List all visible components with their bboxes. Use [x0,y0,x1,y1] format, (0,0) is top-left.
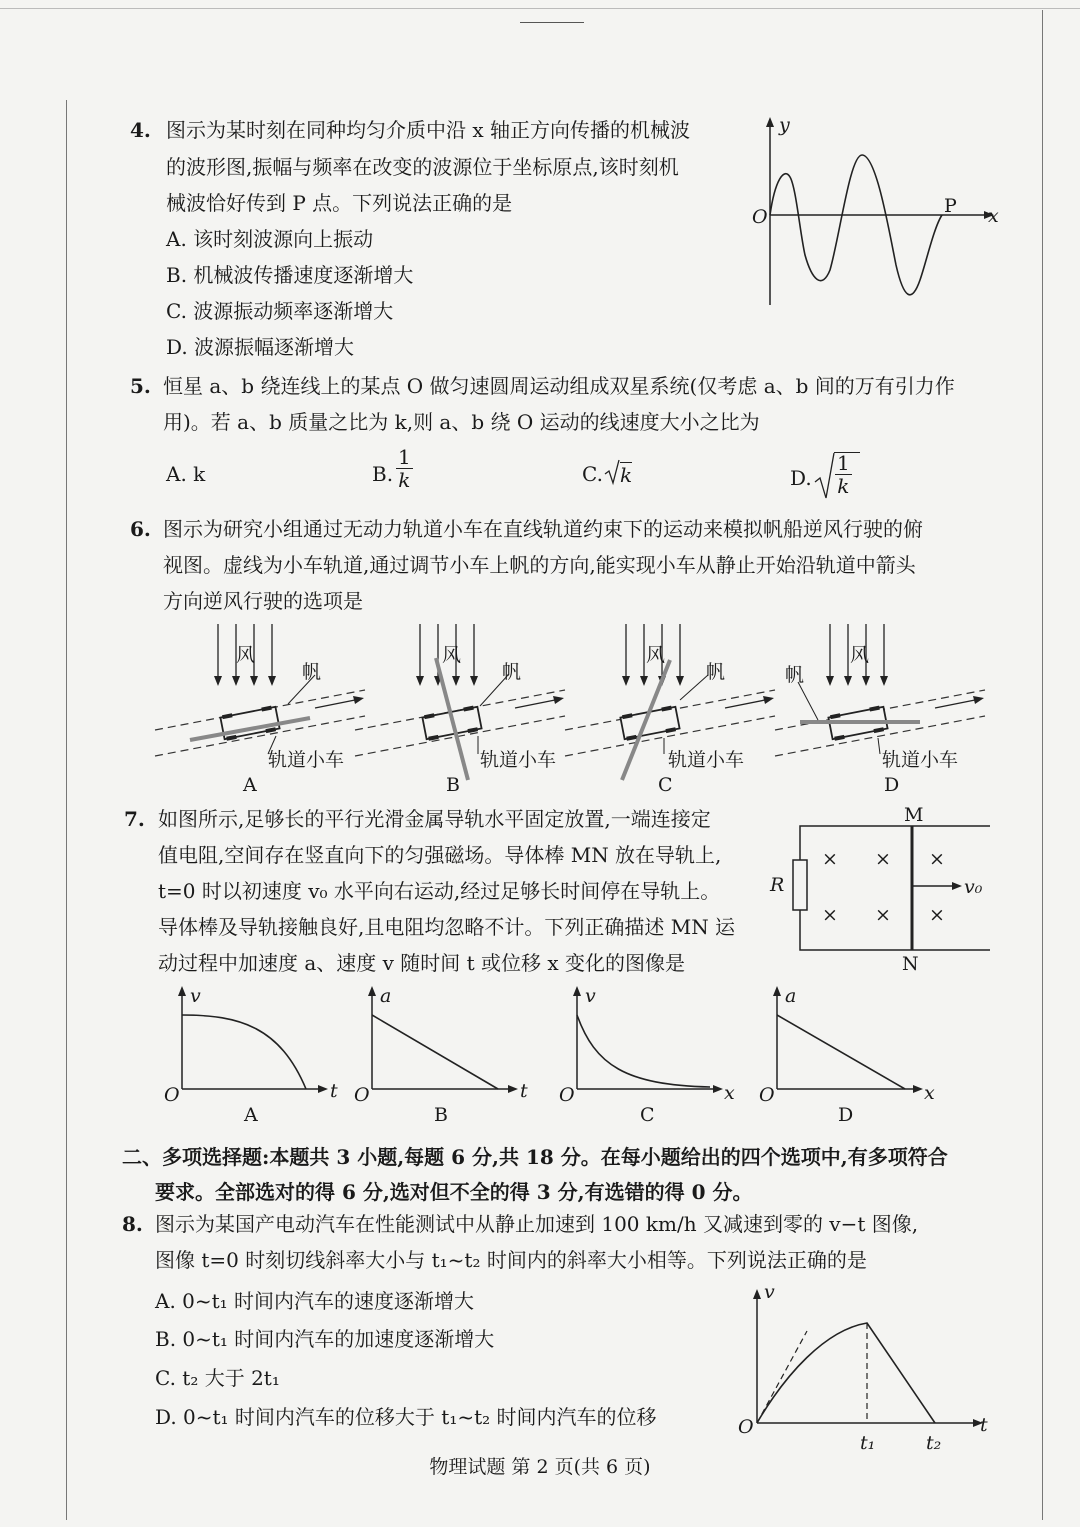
q6-a-option-label: A [243,774,257,796]
q8-option-d: D. 0~t₁ 时间内汽车的位移大于 t₁~t₂ 时间内汽车的位移 [155,1405,657,1429]
q5-option-d-denominator: k [837,474,850,498]
q7-number: 7. [124,807,145,831]
q7-graph-d-x-label: x [924,1082,935,1104]
q7-graph-a-y-label: v [190,985,201,1007]
q4-y-axis-label: y [779,114,790,136]
q5-option-b-numerator: 1 [398,445,411,469]
section2-heading-line2: 要求。全部选对的得 6 分,选对但不全的得 3 分,有选错的得 0 分。 [155,1180,753,1204]
q7-field-cross: × [822,904,838,926]
q6-b-wind-label: 风 [442,644,462,666]
q7-graph-d-y-label: a [785,985,797,1007]
q7-field-cross: × [929,848,945,870]
q5-stem-line1: 恒星 a、b 绕连线上的某点 O 做匀速圆周运动组成双星系统(仅考虑 a、b 间的万有引力作 [163,374,955,398]
q5-option-c-radical-sign [604,458,620,486]
q6-c-wind-label: 风 [646,644,666,666]
q5-option-d-label: D. [790,466,812,490]
q6-b-option-label: B [446,774,460,796]
q4-option-b: B. 机械波传播速度逐渐增大 [166,263,414,287]
q4-x-axis-label: x [988,205,999,227]
q4-wave-graph [750,115,1010,315]
q8-vt-graph [745,1285,995,1435]
q7-graph-b-option-label: B [434,1104,448,1126]
q4-point-p-label: P [944,195,957,217]
q4-stem-line3: 械波恰好传到 P 点。下列说法正确的是 [166,191,513,215]
page-footer: 物理试题 第 2 页(共 6 页) [429,1456,651,1478]
q5-option-c-label: C. [582,462,603,486]
q5-option-b-denominator: k [398,468,411,492]
q7-graph-b-x-label: t [520,1080,528,1102]
q7-stem-line1: 如图所示,足够长的平行光滑金属导轨水平固定放置,一端连接定 [158,807,711,831]
q7-graph-c-x-label: x [724,1082,735,1104]
q5-stem-line2: 用)。若 a、b 质量之比为 k,则 a、b 绕 O 运动的线速度大小之比为 [163,410,760,434]
q8-y-axis-label: v [764,1281,775,1303]
q8-t2-label: t₂ [926,1432,942,1454]
q7-field-cross: × [822,848,838,870]
q5-option-d-fraction [835,452,852,497]
q6-c-cart-label: 轨道小车 [668,749,745,771]
q4-option-a: A. 该时刻波源向上振动 [166,227,374,251]
q5-option-a: A. k [166,462,206,486]
q6-stem-line1: 图示为研究小组通过无动力轨道小车在直线轨道约束下的运动来模拟帆船逆风行驶的俯 [163,517,923,541]
left-margin-line [66,100,67,1520]
q6-d-option-label: D [884,774,900,796]
q6-number: 6. [130,517,151,541]
q6-a-sail-label: 帆 [302,661,322,683]
q8-option-c: C. t₂ 大于 2t₁ [155,1366,280,1390]
q6-stem-line3: 方向逆风行驶的选项是 [163,589,363,613]
q7-label-r: R [770,874,785,896]
q7-graph-c-option-label: C [640,1104,655,1126]
q6-a-wind-label: 风 [236,644,256,666]
q8-stem-line2: 图像 t=0 时刻切线斜率大小与 t₁~t₂ 时间内的斜率大小相等。下列说法正确的是 [155,1248,867,1272]
q6-b-sail-label: 帆 [502,661,522,683]
q8-t1-label: t₁ [860,1432,876,1454]
q4-number: 4. [130,118,151,142]
q5-option-b-label: B. [372,462,394,486]
q7-field-cross: × [929,904,945,926]
q7-graph-c-origin: O [559,1084,575,1106]
q6-b-cart-label: 轨道小车 [480,749,557,771]
q7-stem-line3: t=0 时以初速度 v₀ 水平向右运动,经过足够长时间停在导轨上。 [158,879,721,903]
q7-label-m: M [904,804,924,826]
q8-option-b: B. 0~t₁ 时间内汽车的加速度逐渐增大 [155,1327,495,1351]
q7-field-cross: × [875,904,891,926]
q7-stem-line2: 值电阻,空间存在竖直向下的匀强磁场。导体棒 MN 放在导轨上, [158,843,722,867]
q6-stem-line2: 视图。虚线为小车轨道,通过调节小车上帆的方向,能实现小车从静止开始沿轨道中箭头 [163,553,916,577]
q7-graph-a-option-label: A [244,1104,258,1126]
q5-option-d-numerator: 1 [837,451,850,475]
q4-option-c: C. 波源振动频率逐渐增大 [166,299,394,323]
q6-d-cart-label: 轨道小车 [882,749,959,771]
q6-c-sail-label: 帆 [706,661,726,683]
q4-origin-label: O [752,206,768,228]
q8-x-axis-label: t [980,1414,988,1436]
q4-option-d: D. 波源振幅逐渐增大 [166,335,355,359]
q5-number: 5. [130,374,151,398]
q6-d-wind-label: 风 [850,644,870,666]
q6-a-cart-label: 轨道小车 [268,749,345,771]
q7-graph-d-option-label: D [838,1104,854,1126]
q8-stem-line1: 图示为某国产电动汽车在性能测试中从静止加速到 100 km/h 又减速到零的 v−t 图像, [155,1212,919,1236]
q7-stem-line5: 动过程中加速度 a、速度 v 随时间 t 或位移 x 变化的图像是 [158,951,686,975]
q4-stem-line1: 图示为某时刻在同种均匀介质中沿 x 轴正方向传播的机械波 [166,118,690,142]
q4-stem-line2: 的波形图,振幅与频率在改变的波源位于坐标原点,该时刻机 [166,155,679,179]
q7-graph-b-y-label: a [380,985,392,1007]
q5-option-c-radicand: k [620,463,633,487]
q7-label-n: N [902,953,919,975]
section2-heading-line1: 二、多项选择题:本题共 3 小题,每题 6 分,共 18 分。在每小题给出的四个选项中,有多项符合 [122,1145,948,1169]
q8-number: 8. [122,1212,143,1236]
q5-option-b-fraction [396,446,413,491]
q7-graph-a-origin: O [164,1084,180,1106]
q6-d-sail-label: 帆 [785,664,805,686]
page-top-mark [520,8,584,23]
q6-c-option-label: C [658,774,673,796]
q7-label-v0: v₀ [964,876,983,898]
q7-graph-a-x-label: t [330,1080,338,1102]
q7-stem-line4: 导体棒及导轨接触良好,且电阻均忽略不计。下列正确描述 MN 运 [158,915,736,939]
q8-option-a: A. 0~t₁ 时间内汽车的速度逐渐增大 [155,1289,475,1313]
q7-graph-b-origin: O [354,1084,370,1106]
q7-graph-c-y-label: v [585,985,596,1007]
right-margin-line [1042,10,1043,1520]
q5-option-d-radical-sign [814,452,836,500]
q7-field-cross: × [875,848,891,870]
q8-origin-label: O [738,1416,754,1438]
q7-graph-d-origin: O [759,1084,775,1106]
